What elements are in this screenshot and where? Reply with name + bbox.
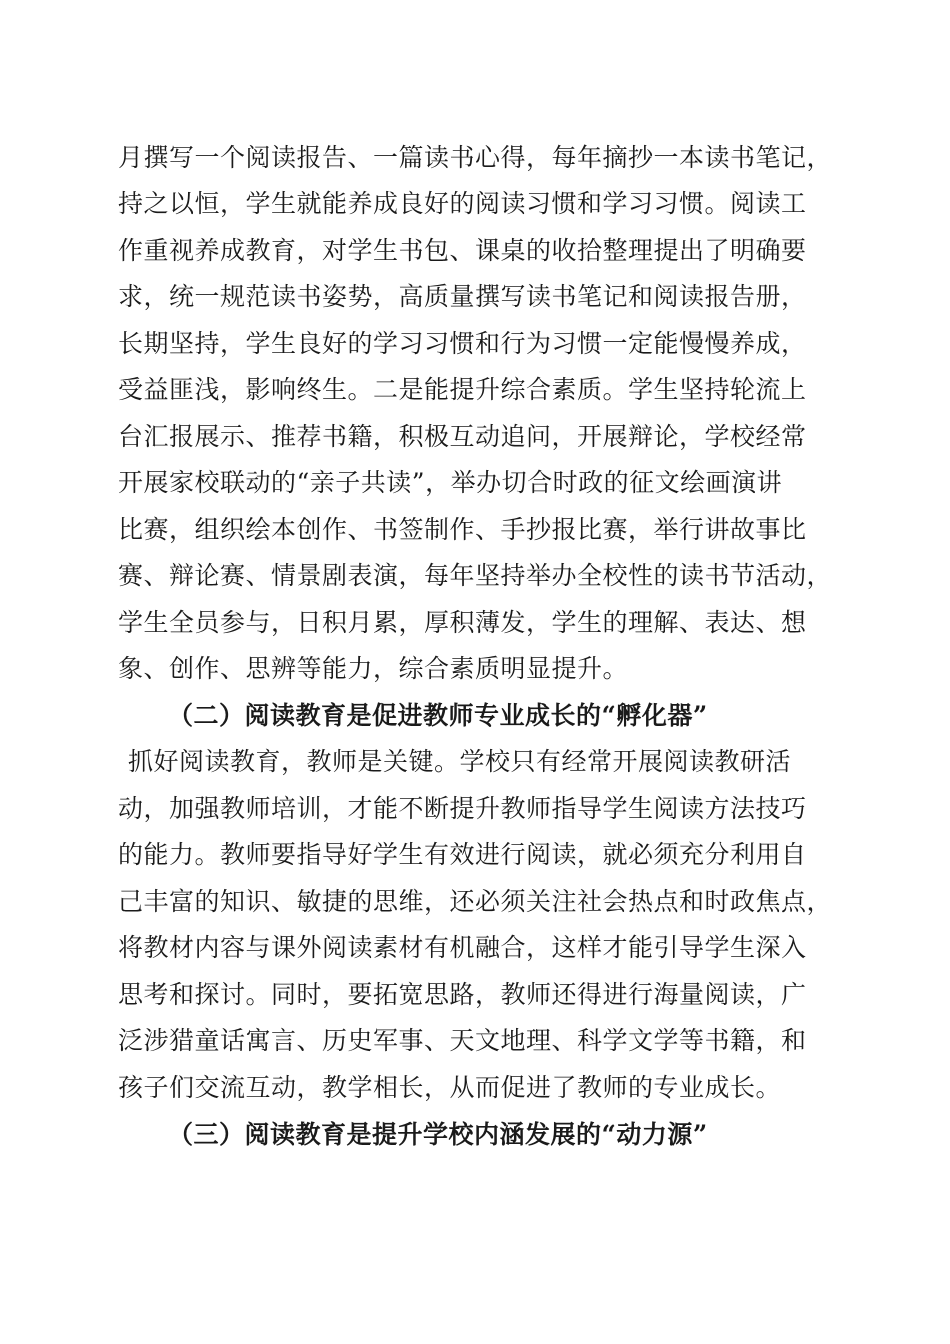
text-line: 将教材内容与课外阅读素材有机融合，这样才能引导学生深入 (118, 933, 807, 962)
section-heading-two: （二）阅读教育是促进教师专业成长的“孵化器” (168, 701, 708, 730)
text-line: 长期坚持，学生良好的学习习惯和行为习惯一定能慢慢养成， (118, 329, 807, 358)
text-line: 受益匪浅，影响终生。二是能提升综合素质。学生坚持轮流上 (118, 375, 807, 404)
text-line: 月撰写一个阅读报告、一篇读书心得，每年摘抄一本读书笔记， (118, 143, 833, 172)
text-line: 持之以恒，学生就能养成良好的阅读习惯和学习习惯。阅读工 (118, 189, 807, 218)
text-line: 作重视养成教育，对学生书包、课桌的收拾整理提出了明确要 (118, 236, 807, 265)
text-line: 赛、辩论赛、情景剧表演，每年坚持举办全校性的读书节活动， (118, 561, 833, 590)
text-line: 抓好阅读教育，教师是关键。学校只有经常开展阅读教研活 (128, 747, 792, 776)
text-line: 己丰富的知识、敏捷的思维，还必须关注社会热点和时政焦点， (118, 887, 833, 916)
text-line: 泛涉猎童话寓言、历史军事、天文地理、科学文学等书籍，和 (118, 1026, 807, 1055)
text-line: 动，加强教师培训，才能不断提升教师指导学生阅读方法技巧 (118, 794, 807, 823)
text-line: 比赛，组织绘本创作、书签制作、手抄报比赛，举行讲故事比 (118, 515, 807, 544)
text-line: 思考和探讨。同时，要拓宽思路，教师还得进行海量阅读，广 (118, 980, 807, 1009)
text-line: 开展家校联动的“亲子共读”，举办切合时政的征文绘画演讲 (118, 468, 783, 497)
text-line: 孩子们交流互动，教学相长，从而促进了教师的专业成长。 (118, 1073, 782, 1102)
text-line: 学生全员参与，日积月累，厚积薄发，学生的理解、表达、想 (118, 608, 807, 637)
text-line: 求，统一规范读书姿势，高质量撰写读书笔记和阅读报告册， (118, 282, 807, 311)
section-heading-three: （三）阅读教育是提升学校内涵发展的“动力源” (168, 1120, 708, 1149)
text-line: 象、创作、思辨等能力，综合素质明显提升。 (118, 654, 629, 683)
text-line: 台汇报展示、推荐书籍，积极互动追问，开展辩论，学校经常 (118, 422, 807, 451)
text-line: 的能力。教师要指导好学生有效进行阅读，就必须充分利用自 (118, 840, 807, 869)
